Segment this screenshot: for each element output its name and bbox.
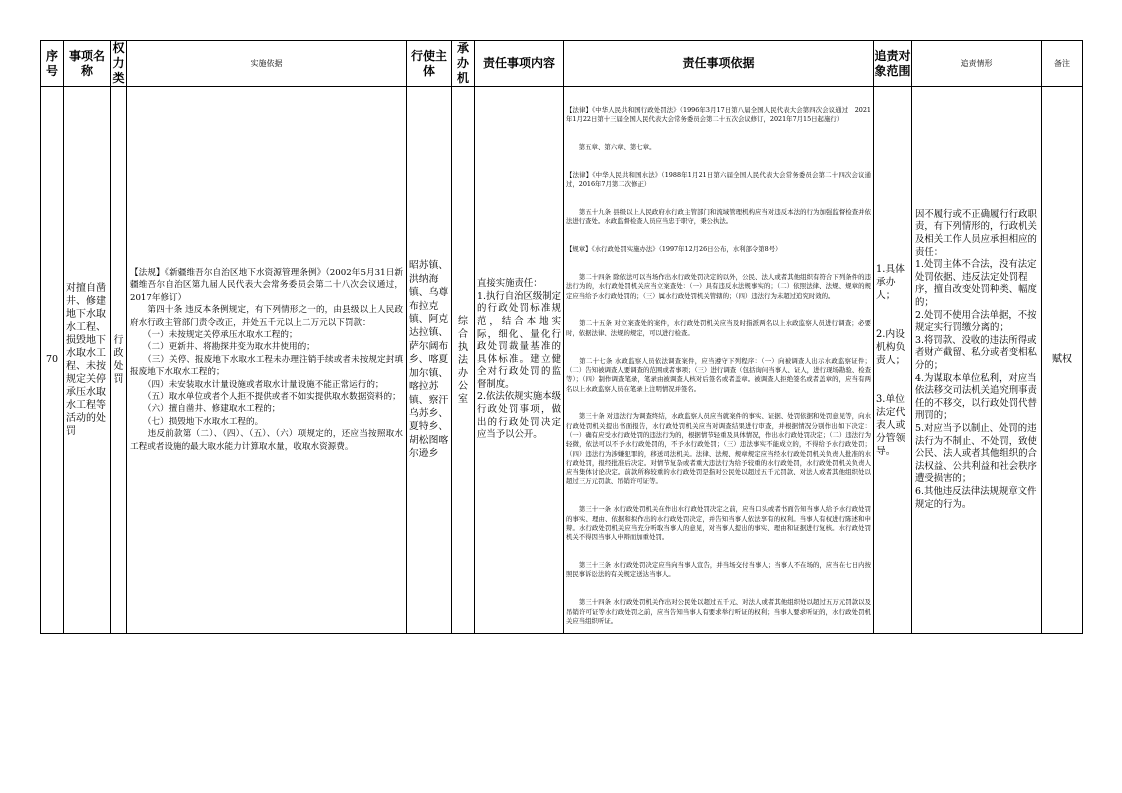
subject-cell: 昭苏镇、洪纳海镇、乌尊布拉克镇、阿克达拉镇、萨尔阔布乡、喀夏加尔镇、喀拉苏镇、察汗乌苏乡、夏特乡、胡松图喀尔逊乡 — [407, 87, 452, 634]
responsibility-table — [40, 40, 1083, 634]
accountability-cases-cell — [912, 87, 1042, 634]
resp-basis-line: 第三十三条 水行政处罚决定应当向当事人宣告，并当场交付当事人；当事人不在场的，应当在七日内按照民事诉讼法的有关规定送达当事人。 — [566, 561, 871, 579]
resp-basis-line: 第五章、第六章、第七章。 — [566, 142, 656, 151]
resp-content-cell — [475, 87, 564, 634]
resp-basis-line: 第三十四条 水行政处罚机关作出对公民处以超过五千元、对法人或者其他组织处以超过五万元罚款以及吊销许可证等水行政处罚之前，应当告知当事人有要求举行听证的权利；当事人要求听证的，水行政处罚机关应当组织听证。 — [566, 598, 871, 625]
basis-line: （一）未按规定关停承压水取水工程的； — [130, 329, 298, 340]
accountability-case-line: 1.处罚主体不合法，没有法定处罚依据、违反法定处罚程序，擅自改变处罚种类、幅度的； — [915, 259, 1037, 309]
header-handling-org: 承办机 — [452, 41, 475, 87]
basis-line: 违反前款第（二）、（四）、（五）、（六）项规定的，还应当按照取水工程或者设施的最大取水能力计算取水量，收取水资源费。 — [130, 429, 403, 452]
resp-basis-cell — [564, 87, 874, 634]
resp-basis-line: 第二十七条 水政监察人员依法调查案件，应当遵守下列程序：（一）向被调查人出示水政监察证件；（二）告知被调查人要调查的范围或者事项；（三）进行调查（包括询问当事人、证人，进行现场勘验、检查等）；（四）制作调查笔录，笔录由被调查人核对后签名或者盖章。被调查人拒绝签名或者盖章的，应当有两名以上水政监察人员在笔录上注明情况并签名。 — [566, 356, 871, 393]
header-subject: 行使主体 — [407, 41, 452, 87]
resp-basis-line: 第三十条 对违法行为调查终结，水政监察人员应当就案件的事实、证据、处罚依据和处罚意见等，向水行政处罚机关提出书面报告，水行政处罚机关应当对调查结果进行审查，并根据情况分别作出如下决定：（一）确有应受水行政处罚的违法行为的，根据情节轻重及具体情况，作出水行政处罚决定；（二）违法行为轻微，依法可以不予水行政处罚的，不予水行政处罚；（三）违法事实不能成立的，不得给予水行政处罚；（四）违法行为涉嫌犯罪的，移送司法机关。法律、法规、规章规定应当经水行政处罚机关负责人批准的水行政处罚，报经批准后决定。对情节复杂或者重大违法行为给予较重的水行政处罚，水行政处罚机关负责人应当集体讨论决定。前款所称较重的水行政处罚是指对公民处以超过五千元罚款、对法人或者其他组织处以超过三万元罚款、吊销许可证等。 — [566, 412, 871, 486]
header-accountability-cases: 追责情形 — [912, 41, 1042, 87]
accountability-case-line: 因不履行或不正确履行行政职责，有下列情形的，行政机关及相关工作人员应承担相应的责任： — [915, 208, 1037, 258]
header-remarks: 备注 — [1042, 41, 1083, 87]
resp-basis-line: 第二十四条 除依法可以当场作出水行政处罚决定的以外，公民、法人或者其他组织有符合下列条件的违法行为的，水行政处罚机关应当立案查处：（一）具有违反水法规事实的；（二）依照法律、法规、规章的规定应当给予水行政处罚的；（三）属水行政处罚机关管辖的；（四）违法行为未超过追究时效的。 — [566, 272, 871, 300]
resp-basis-line: 第五十九条 县级以上人民政府水行政主管部门和流域管理机构应当对违反本法的行为加强监督检查并依法进行查处。水政监督检查人员应当忠于职守，秉公执法。 — [566, 207, 871, 226]
header-resp-basis: 责任事项依据 — [564, 41, 874, 87]
basis-line: （三）关停、报废地下水取水工程未办理注销手续或者未按规定封填报废地下水取水工程的； — [130, 354, 403, 378]
resp-basis-line: 【法律】《中华人民共和国行政处罚法》（1996年3月17日第八届全国人民代表大会第四次会议通过 2021年1月22日第十三届全国人民代表大会常务委员会第二十五次会议修订，2021年7月15日起施行） — [566, 105, 871, 123]
resp-content-line: 1.执行自治区级制定的行政处罚标准规范，结合本地实际，细化、量化行政处罚裁量基准的具体标准。建立健全对行政处罚的监督制度。 — [477, 290, 561, 390]
basis-line: 【法规】《新疆维吾尔自治区地下水资源管理条例》（2002年5月31日新疆维吾尔自治区第九届人民代表大会常务委员会第二十八次会议通过，2017年修订） — [130, 267, 403, 303]
basis-line: （五）取水单位或者个人拒不提供或者不如实提供取水数据资料的； — [130, 392, 401, 403]
header-row — [41, 41, 1083, 87]
resp-content-line: 直接实施责任： — [477, 278, 543, 290]
header-accountability-target: 追责对象范围 — [874, 41, 912, 87]
accountability-case-line: 5.对应当予以制止、处罚的违法行为不制止、不处罚，致使公民、法人或者其他组织的合法权益、公共利益和社会秩序遭受损害的； — [915, 422, 1037, 485]
resp-basis-line: 第三十一条 水行政处罚机关在作出水行政处罚决定之前，应当口头或者书面告知当事人给予水行政处罚的事实、理由、依据和拟作出的水行政处罚决定，并告知当事人依法享有的权利。当事人有权进行陈述和申辩。水行政处罚机关应当充分听取当事人的意见，对当事人提出的事实、理由和证据进行复核。水行政处罚机关不得因当事人申辩而加重处罚。 — [566, 505, 871, 542]
resp-basis-line: 第二十五条 对立案查处的案件，水行政处罚机关应当及时指派两名以上水政监察人员进行调查；必要时，依据法律、法规的规定，可以进行检查。 — [566, 319, 871, 337]
basis-line: （四）未安装取水计量设施或者取水计量设施不能正常运行的； — [130, 379, 384, 390]
header-item-name: 事项名称 — [64, 41, 111, 87]
power-type-cell: 行政处罚 — [111, 87, 127, 634]
header-basis: 实施依据 — [127, 41, 407, 87]
accountability-case-line: 2.处罚不使用合法单据，不按规定实行罚缴分离的； — [915, 309, 1037, 334]
accountability-target-line: 3.单位法定代表人或分管领导。 — [876, 393, 906, 457]
header-seq: 序号 — [41, 41, 64, 87]
accountability-target-line: 1.具体承办人； — [876, 263, 905, 301]
basis-line: （六）擅自凿井、修建取水工程的； — [130, 404, 281, 415]
item-name-cell: 对擅自凿井、修建地下水取水工程、损毁地下水取水工程、未按规定关停承压水取水工程等活动的处罚 — [64, 87, 111, 634]
basis-line: （二）更新井、将勘探井变为取水井使用的； — [130, 342, 315, 353]
accountability-target-cell — [874, 87, 912, 634]
accountability-case-line: 3.将罚款、没收的违法所得或者财产截留、私分或者变相私分的； — [915, 334, 1037, 371]
table-row — [41, 87, 1083, 634]
resp-basis-box — [566, 87, 871, 633]
header-power-type: 权力类 — [112, 41, 125, 85]
resp-content-line: 2.依法依规实施本级行政处罚事项，做出的行政处罚决定应当予以公开。 — [477, 391, 561, 441]
resp-basis-line: 【法律】《中华人民共和国水法》（1988年1月21日第六届全国人民代表大会常务委员会第二十四次会议通过，2016年7月第二次修正） — [566, 170, 871, 188]
seq-cell: 70 — [41, 87, 64, 634]
basis-line: 第四十条 违反本条例规定，有下列情形之一的，由县级以上人民政府水行政主管部门责令改正，并处五千元以上二万元以下罚款： — [130, 305, 403, 328]
remarks-cell: 赋权 — [1042, 87, 1083, 634]
resp-basis-line: 【规章】《水行政处罚实施办法》（1997年12月26日公布，水利部令第8号） — [566, 245, 782, 254]
handling-org-cell: 综合执法办公室 — [452, 87, 475, 634]
accountability-case-line: 4.为谋取本单位私利，对应当依法移交司法机关追究刑事责任的不移交，以行政处罚代替刑罚的； — [915, 372, 1037, 422]
basis-line: （七）损毁地下水取水工程的。 — [130, 416, 264, 427]
basis-cell — [127, 87, 407, 634]
header-resp-content: 责任事项内容 — [475, 41, 564, 87]
accountability-case-line: 6.其他违反法律法规规章文件规定的行为。 — [915, 485, 1037, 510]
accountability-target-line: 2.内设机构负责人； — [876, 328, 906, 366]
